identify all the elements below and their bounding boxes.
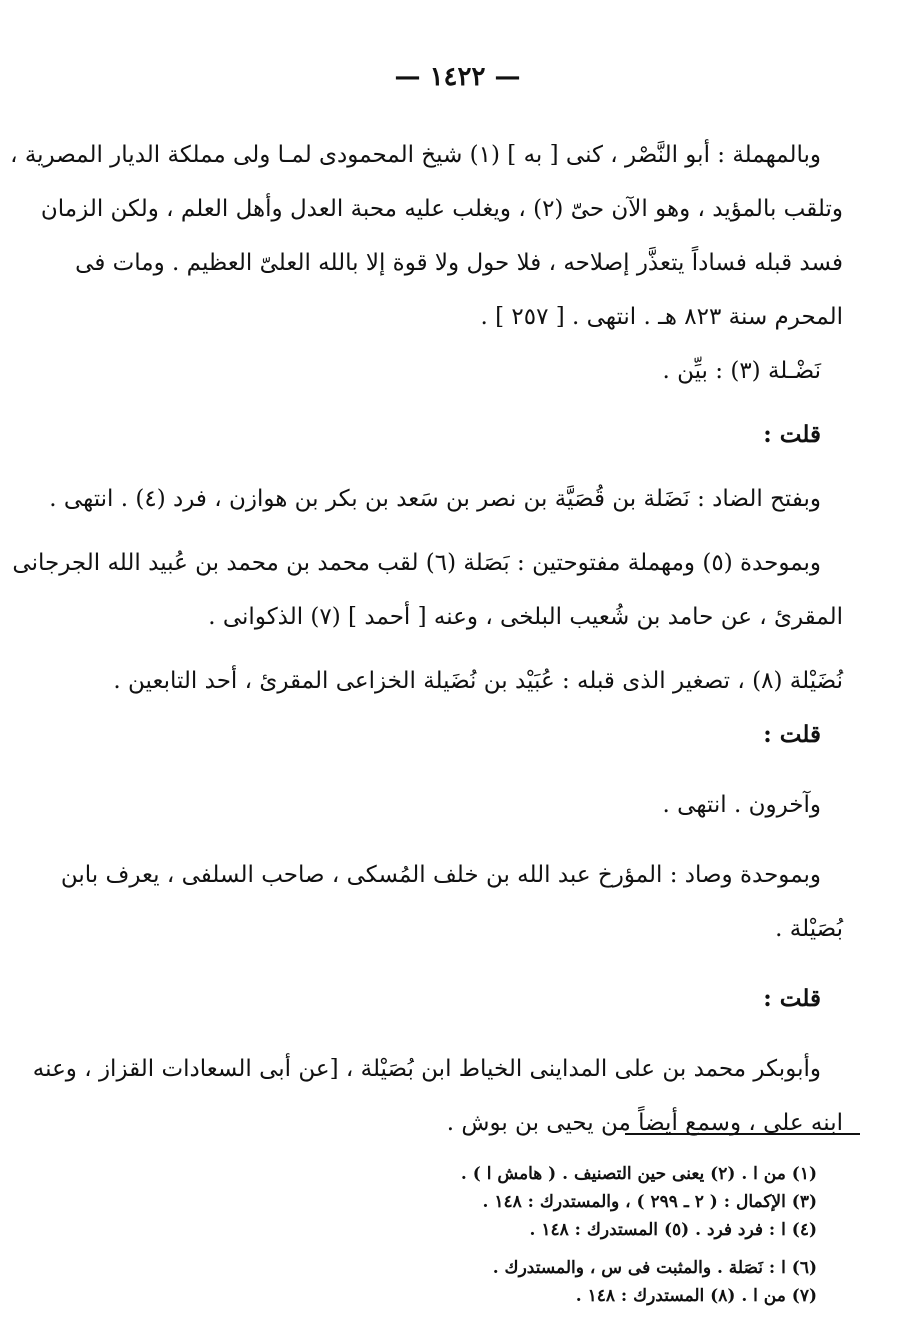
footnote-line: (٦) ا : نَصَلة . والمثبت فى س ، والمستدرك . — [492, 1258, 817, 1278]
text-line: المحرم سنة ٨٢٣ هـ . انتهى . [ ٢٥٧ ] . — [480, 304, 843, 330]
text-line: وبموحدة (٥) ومهملة مفتوحتين : بَصَلة (٦) لقب محمد بن محمد بن عُبيد الله الجرجانى — [12, 550, 821, 576]
page-number: — ١٤٢٢ — — [394, 62, 521, 92]
footnotes — [117, 1160, 817, 1310]
text-line: وبموحدة وصاد : المؤرخ عبد الله بن خلف المُسكى ، صاحب السلفى ، يعرف بابن — [60, 862, 821, 888]
main-text — [10, 128, 843, 1150]
text-line: وبفتح الضاد : نَضَلة بن قُصَيَّة بن نصر بن سَعد بن بكر بن هوازن ، فرد (٤) . انتهى . — [49, 486, 821, 512]
text-line: وتلقب بالمؤيد ، وهو الآن حىّ (٢) ، ويغلب عليه محبة العدل وأهل العلم ، ولكن الزمان — [40, 196, 843, 222]
text-line: فسد قبله فساداً يتعذَّر إصلاحه ، فلا حول ولا قوة إلا بالله العلىّ العظيم . ومات فى — [75, 250, 843, 276]
text-line: وبالمهملة : أبو النَّصْر ، كنى [ به ] (١) شيخ المحمودى لمـا ولى مملكة الديار المصرية ، — [10, 142, 821, 168]
section-label: قلت : — [763, 421, 821, 448]
text-line: ابنه على ، وسمع أيضاً من يحيى بن بوش . — [446, 1110, 843, 1136]
entry-heading: نُضَيْلة (٨) ، تصغير الذى قبله : عُبَيْد بن نُضَيلة الخزاعى المقرئ ، أحد التابعين . — [113, 668, 843, 694]
entry-heading: نَضْـلة (٣) : بيِّن . — [662, 358, 821, 384]
section-label: قلت : — [763, 985, 821, 1012]
text-line: وأبوبكر محمد بن على المداينى الخياط ابن بُصَيْلة ، [عن أبى السعادات القزاز ، وعنه — [32, 1056, 821, 1082]
text-line: وآخرون . انتهى . — [662, 792, 821, 818]
footnote-line: (٤) ا : فرد فرد . (٥) المستدرك : ١٤٨ . — [529, 1220, 817, 1240]
section-label: قلت : — [763, 721, 821, 748]
footnote-line: (١) من ا . (٢) يعنى حين التصنيف . ( هامش ا ) . — [460, 1164, 817, 1184]
footnote-divider — [625, 1133, 860, 1135]
text-line: المقرئ ، عن حامد بن شُعيب البلخى ، وعنه [ أحمد ] (٧) الذكوانى . — [208, 604, 843, 630]
footnote-line: (٣) الإكمال : ( ٢ ـ ٢٩٩ ) ، والمستدرك : ١٤٨ . — [482, 1192, 817, 1212]
footnote-line: (٧) من ا . (٨) المستدرك : ١٤٨ . — [575, 1286, 817, 1306]
text-line: بُصَيْلة . — [775, 916, 843, 942]
